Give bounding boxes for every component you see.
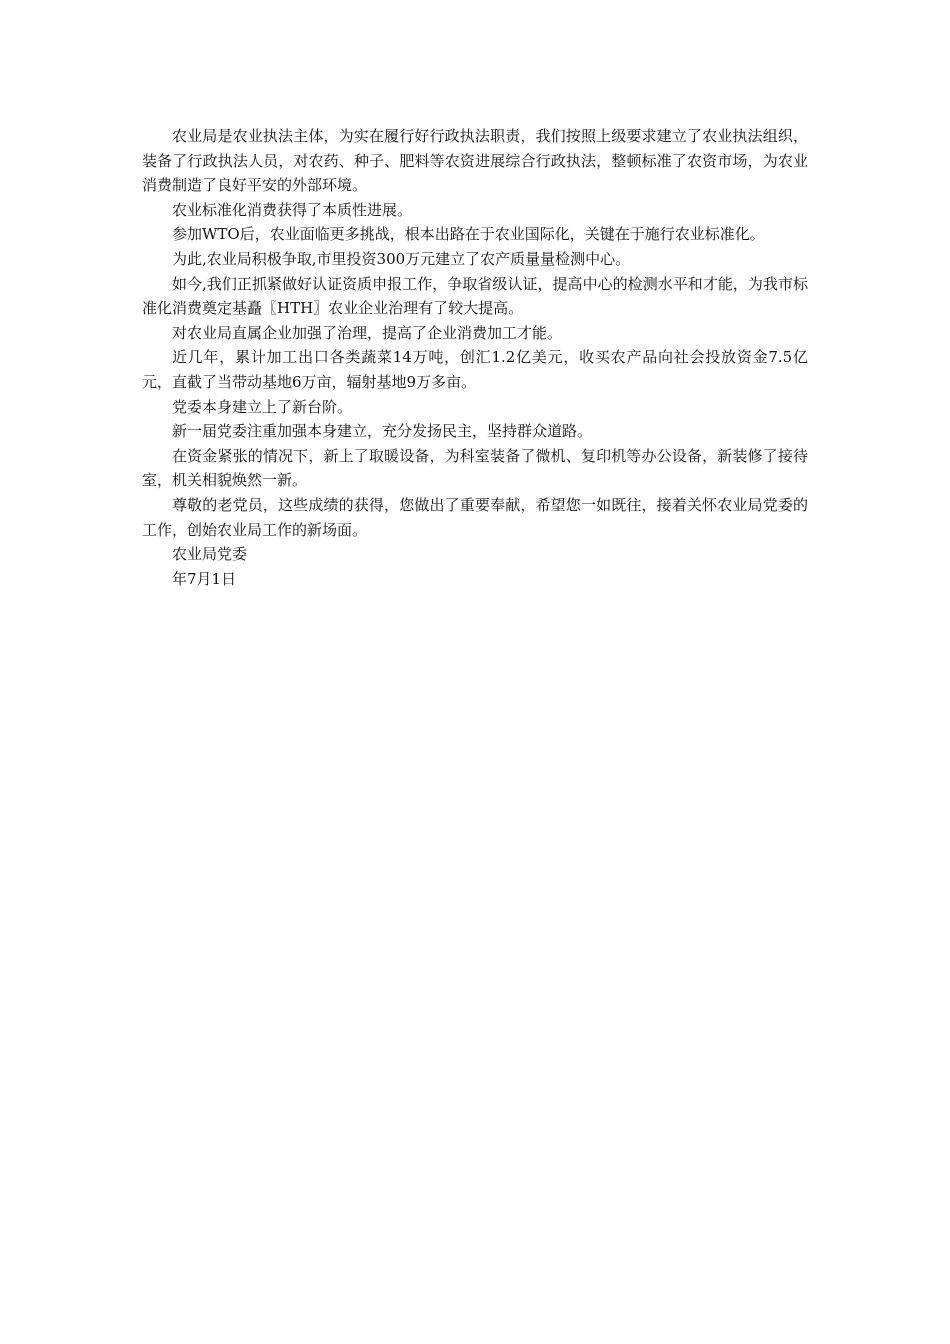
paragraph: 对农业局直属企业加强了治理，提高了企业消费加工才能。 [172,323,563,342]
paragraph: 农业局是农业执法主体，为实在履行好行政执法职责，我们按照上级要求建立了农业执法组织，装备了行政执法人员，对农药、种子、肥料等农资进展综合行政执法，整顿标准了农资市场，为农业消费制造了良好平安的外部环境。 [142,127,808,195]
paragraph: 参加WTO后，农业面临更多挑战，根本出路在于农业国际化，关键在于施行农业标准化。 [172,225,765,244]
signature-date: 年7月1日 [172,569,237,588]
paragraph: 农业标准化消费获得了本质性进展。 [172,200,413,219]
document-body [142,124,808,591]
paragraph: 如今,我们正抓紧做好认证资质申报工作，争取省级认证，提高中心的检测水平和才能，为我市标准化消费奠定基矗〖HTH〗农业企业治理有了较大提高。 [142,274,808,318]
paragraph: 在资金紧张的情况下，新上了取暖设备，为科室装备了微机、复印机等办公设备，新装修了接待室，机关相貌焕然一新。 [142,446,808,490]
paragraph: 党委本身建立上了新台阶。 [172,397,353,416]
paragraph: 新一届党委注重加强本身建立，充分发扬民主，坚持群众道路。 [172,422,593,441]
signature-organization: 农业局党委 [172,545,248,564]
paragraph: 为此,农业局积极争取,市里投资300万元建立了农产质量量检测中心。 [172,249,631,268]
paragraph: 尊敬的老党员，这些成绩的获得，您做出了重要奉献，希望您一如既往，接着关怀农业局党委的工作，创始农业局工作的新场面。 [142,495,808,539]
paragraph: 近几年，累计加工出口各类蔬菜14万吨，创汇1.2亿美元，收买农产品向社会投放资金7.5亿元，直截了当带动基地6万亩，辐射基地9万多亩。 [142,348,808,391]
